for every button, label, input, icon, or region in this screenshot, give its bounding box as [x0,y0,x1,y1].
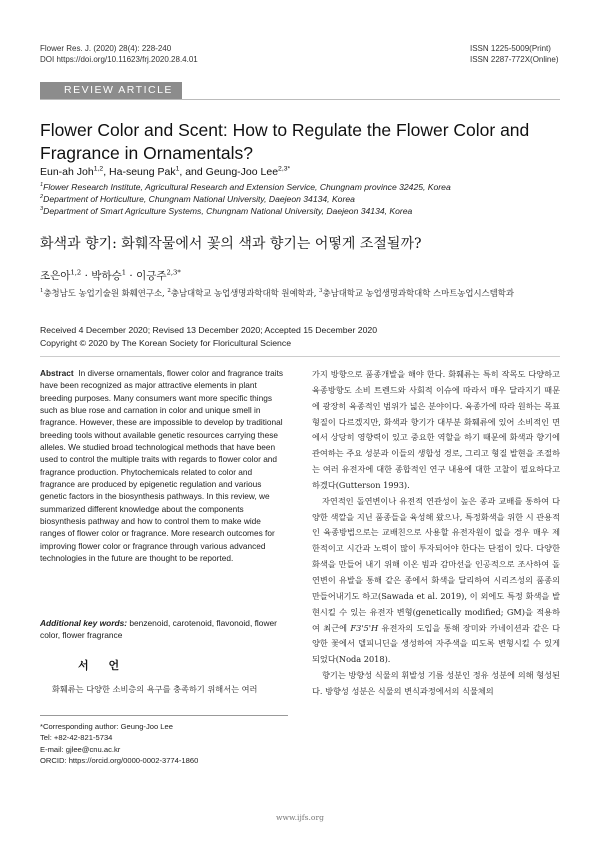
korean-affiliations: $^1$충청남도 농업기술원 화훼연구소, $^2$충남대학교 농업생명과학대학 원예학과, $^3$충남대학교 농업생명과학대학 스마트농업시스템학과 [40,288,514,298]
affiliation-2: $^2$Department of Horticulture, Chungnam National University, Daejeon 34134, Korea [40,194,355,204]
author-sup: 1 [175,165,180,173]
keywords-label: Additional key words: [40,618,128,628]
corresponding-tel: Tel: +82-42-821-5734 [40,733,113,743]
header-divider [40,99,560,100]
paragraph: 가지 방향으로 품종개발을 해야 한다. 화훼류는 특히 작목도 다양하고 육종방향도 소비 트렌드와 사회적 이슈에 따라서 매우 달라지기 때문에 광장히 육종적인 범위가 넓은 분야이다. 육종가에 따라 원하는 목표형질이 다르겠지만, 화색과 향기가 대부분 화훼류에 있어 소비적인 면에서 상당히 영향력이 있고 중요한 역할을 하기 때문에 화색과 향기에 관여하는 주요 성분과 이들의 생합성 경로, 그리고 형질 발현을 조절하는 여러 유전자에 대한 종합적인 연구 내용에 대한 고찰이 필요하다고 하겠다(Gutterson 1993). [312,369,560,490]
abstract [40,367,288,565]
intro-first-line: 화훼류는 다양한 소비층의 욕구를 충족하기 위해서는 여러 [52,684,258,694]
right-column-body [312,367,560,700]
paragraph: 향기는 방향성 식물의 휘발성 기름 성분인 정유 성분에 의해 형성된다. 방향성 성분은 식물의 변식과정에서의 식물체의 [312,670,560,696]
author-name: Eun-ah Joh [40,166,94,178]
author-sup: 1,2 [93,165,104,173]
abstract-body: In diverse ornamentals, flower color and fragrance traits have been recognized as major attractive elements in plant breeding purposes. Many consumers want more specific things such as blue rose and carnation in color and unique smell in fragrance. However, these are impossible to develop by traditional breeding tools without available genetic resources carrying these alleles. We studied broad technological methods that have been used to control the multiple traits with regards to flower color and fragrance production. Phytochemicals related to color and fragrance are produced by epigenetic regulation and various genetic factors in the biosynthesis pathways. In this review, we summarized different knowledge about the components biosynthesis pathway and how to control them to make wide ranges of flower color or fragrance. More research outcomes for improving flower color or fragrance through various advanced technologies in the future are thought to be reported. [40,368,284,564]
article-title: Flower Color and Scent: How to Regulate the Flower Color and Fragrance in Ornamentals? [40,120,530,163]
corresponding-orcid[interactable]: ORCID: https://orcid.org/0000-0002-3774-1860 [40,755,199,765]
correspondence [40,721,288,766]
abstract-label: Abstract [40,368,74,378]
section-heading: 서 언 [78,659,128,672]
author-list [40,166,290,178]
affiliation-3: $^3$Department of Smart Agriculture Systems, Chungnam National University, Daejeon 34134, Korea [40,206,413,216]
corresponding-author: *Corresponding author: Geung-Joo Lee [40,722,173,731]
affiliation-1: $^1$Flower Research Institute, Agricultural Research and Extension Service, Chungnam province 32425, Korea [40,182,451,192]
copyright-line: Copyright © 2020 by The Korean Society for Floricultural Science [40,338,292,348]
paragraph: 자연적인 돌연변이나 유전적 연관성이 높은 종과 교배를 통하여 다양한 색깔을 지닌 품종들을 육성해 왔으나, 특정화색을 위한 시 관용적인 육종방법으로는 교배친으로 사용할 유전자원이 없을 경우 매우 제한적이고 시간과 노력이 많이 투자되어야 한다는 단점이 있다. 다양한 화색을 만들어 내기 위해 이온 빔과 감마선을 인공적으로 조사하여 돌연변이 유발을 통해 같은 종에서 화색을 달리하여 시리즈성의 품종의 만들어내기도 하고(Sawada et al. 2019), 이 외에도 특정 화색을 발현시킬 수 있는 유전자 변형(genetically modified; GM)을 적용하여 최근에 F3'5'H 유전자의 도입을 통해 장미와 카네이션과 같은 다양한 꽃에서 델피니딘을 생성하여 자주색을 띠도록 변형시킬 수 있게 되었다(Noda 2018). [312,495,561,665]
article-type-badge: REVIEW ARTICLE [40,82,182,99]
footnote-divider [40,715,288,716]
keywords [40,617,288,642]
corresponding-email[interactable]: E-mail: gjlee@cnu.ac.kr [40,744,121,754]
korean-author-list: 조은아$^{1,2}$ · 박하승$^1$ · 이긍주$^{2,3*}$ [40,268,181,282]
journal-citation: Flower Res. J. (2020) 28(4): 228-240 [40,44,172,53]
issn-print: ISSN 1225-5009(Print) [470,44,551,53]
korean-title: 화색과 향기: 화훼작물에서 꽃의 색과 향기는 어떻게 조절될까? [40,236,422,252]
author-name: , and Geung-Joo Lee [179,166,279,178]
keywords-list: benzenoid, carotenoid, flavonoid, flower color, flower fragrance [40,618,277,641]
issn-online: ISSN 2287-772X(Online) [470,55,559,64]
footer-url[interactable]: www.ijfs.org [276,813,324,822]
body-divider [40,356,560,357]
author-name: , Ha-seung Pak [103,166,176,178]
author-sup: 2,3* [278,165,291,173]
doi-link[interactable]: DOI https://doi.org/10.11623/frj.2020.28.4.01 [40,55,198,64]
received-dates: Received 4 December 2020; Revised 13 December 2020; Accepted 15 December 2020 [40,325,378,335]
article-dates [40,324,377,350]
